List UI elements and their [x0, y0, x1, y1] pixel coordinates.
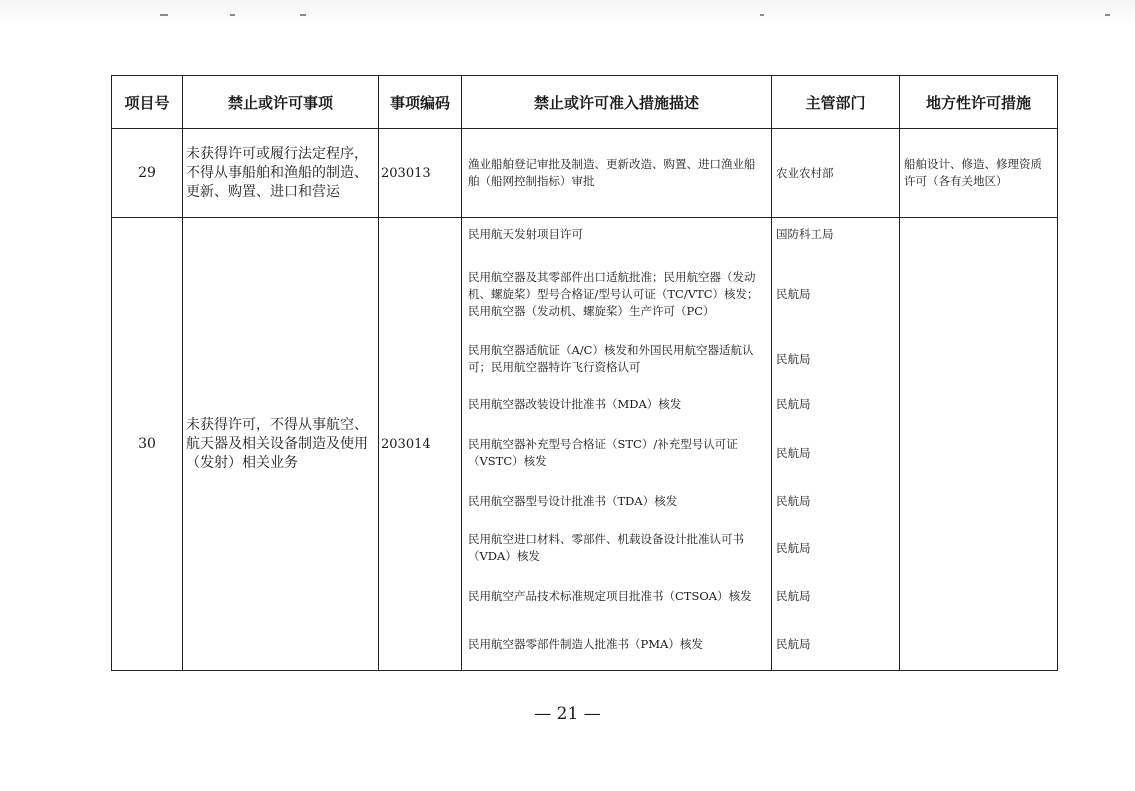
- row-code: 203014: [379, 218, 462, 671]
- header-dept: 主管部门: [772, 76, 900, 129]
- measure-dept: 民航局: [776, 637, 811, 651]
- table-row: [112, 218, 1058, 671]
- table-header-row: [112, 76, 1058, 129]
- measure-dept: 民航局: [776, 287, 811, 301]
- measure-desc: 民用航空进口材料、零部件、机载设备设计批准认可书（VDA）核发: [468, 532, 744, 563]
- measure-desc: 民用航空器适航证（A/C）核发和外国民用航空器适航认可；民用航空器特许飞行资格认可: [468, 343, 754, 374]
- page-number: — 21 —: [534, 704, 601, 724]
- scan-speck: [230, 14, 235, 16]
- scan-speck: [760, 14, 764, 16]
- measure-desc: 民用航空器补充型号合格证（STC）/补充型号认可证（VSTC）核发: [468, 437, 738, 468]
- measure-dept: 民航局: [776, 352, 811, 366]
- row-item: 未获得许可或履行法定程序，不得从事船舶和渔船的制造、更新、购置、进口和营运: [183, 129, 379, 218]
- header-local: 地方性许可措施: [900, 76, 1058, 129]
- measure-desc: 民用航天发射项目许可: [468, 226, 583, 241]
- row-local-measure: 船舶设计、修造、修理资质许可（各有关地区）: [900, 129, 1058, 218]
- measure-dept: 民航局: [776, 589, 811, 603]
- header-code: 事项编码: [379, 76, 462, 129]
- measure-desc: 民用航空器及其零部件出口适航批准；民用航空器（发动机、螺旋桨）型号合格证/型号认可证（TC/VTC）核发；民用航空器（发动机、螺旋桨）生产许可（PC）: [468, 269, 759, 318]
- scan-speck: [1105, 14, 1110, 16]
- header-item-no: 项目号: [112, 76, 183, 129]
- measure-dept: 国防科工局: [776, 227, 834, 241]
- row-local-measure: [900, 218, 1058, 671]
- measure-dept-list: [772, 218, 900, 671]
- scan-speck: [300, 14, 306, 16]
- measure-dept: 农业农村部: [772, 129, 900, 218]
- measure-desc: 民用航空器型号设计批准书（TDA）核发: [468, 493, 678, 508]
- measure-dept: 民航局: [776, 494, 811, 508]
- header-item: 禁止或许可事项: [183, 76, 379, 129]
- measure-dept: 民航局: [776, 397, 811, 411]
- measure-desc: 民用航空器改装设计批准书（MDA）核发: [468, 396, 682, 411]
- header-measure-desc: 禁止或许可准入措施描述: [462, 76, 772, 129]
- measure-dept: 民航局: [776, 541, 811, 555]
- measure-desc-list: [462, 218, 772, 671]
- scan-speck: [160, 14, 168, 16]
- measure-desc: 民用航空产品技术标准规定项目批准书（CTSOA）核发: [468, 588, 752, 603]
- row-item: 未获得许可，不得从事航空、航天器及相关设备制造及使用（发射）相关业务: [183, 218, 379, 671]
- measure-desc: 渔业船舶登记审批及制造、更新改造、购置、进口渔业船舶（船网控制指标）审批: [462, 129, 772, 218]
- measure-dept: 民航局: [776, 446, 811, 460]
- permit-table: [111, 75, 1058, 671]
- row-code: 203013: [379, 129, 462, 218]
- row-number: 30: [112, 218, 183, 671]
- scan-top-edge: [0, 0, 1135, 24]
- row-number: 29: [112, 129, 183, 218]
- measure-desc: 民用航空器零部件制造人批准书（PMA）核发: [468, 636, 703, 651]
- table-row: [112, 129, 1058, 218]
